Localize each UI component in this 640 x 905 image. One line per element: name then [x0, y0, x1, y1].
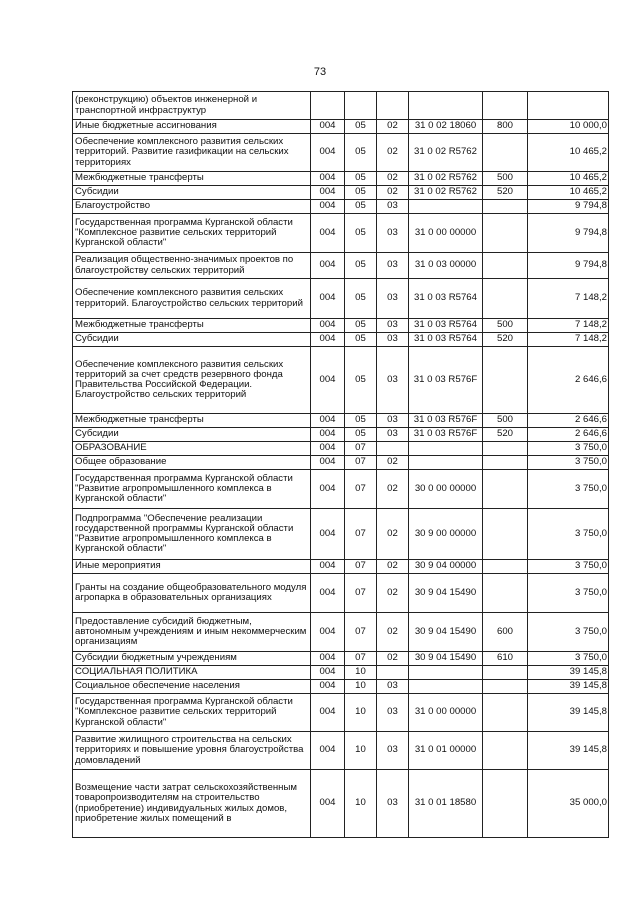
row-ved-cell: 004 — [311, 428, 345, 442]
row-name-cell: (реконструкцию) объектов инженерной и транспортной инфраструктур — [73, 92, 311, 120]
row-ved-cell: 004 — [311, 574, 345, 613]
row-pr-cell: 02 — [377, 574, 409, 613]
row-name-cell: Государственная программа Курганской области "Развитие агропромышленного комплекса в Курганской области" — [73, 470, 311, 509]
row-ved-cell: 004 — [311, 186, 345, 200]
row-name-cell: Развитие жилищного строительства на сельских территориях и повышение уровня благоустройства домовладений — [73, 732, 311, 770]
row-vr-cell — [483, 770, 528, 838]
budget-table-body — [73, 92, 609, 838]
row-vr-cell: 520 — [483, 186, 528, 200]
row-pr-cell: 03 — [377, 319, 409, 333]
row-vr-cell — [483, 666, 528, 680]
row-rz-cell: 05 — [345, 253, 377, 279]
row-cs-cell: 31 0 03 R5764 — [409, 333, 483, 347]
row-name-cell: Подпрограмма "Обеспечение реализации государственной программы Курганской области "Развитие агропромышленного комплекса в Курганской области" — [73, 509, 311, 560]
row-pr-cell: 03 — [377, 770, 409, 838]
row-vr-cell — [483, 347, 528, 414]
row-name-cell: Субсидии — [73, 186, 311, 200]
budget-table — [72, 91, 609, 838]
row-vr-cell — [483, 134, 528, 172]
row-vr-cell — [483, 456, 528, 470]
row-cs-cell: 31 0 02 R5762 — [409, 134, 483, 172]
row-pr-cell: 02 — [377, 613, 409, 652]
row-vr-cell — [483, 200, 528, 214]
table-row — [73, 470, 609, 509]
row-name-cell: Реализация общественно-значимых проектов по благоустройству сельских территорий — [73, 253, 311, 279]
row-vr-cell: 520 — [483, 333, 528, 347]
row-sum-cell: 10 465,2 — [528, 134, 609, 172]
row-rz-cell: 07 — [345, 470, 377, 509]
table-row — [73, 347, 609, 414]
row-name-cell: Иные бюджетные ассигнования — [73, 120, 311, 134]
row-rz-cell: 07 — [345, 509, 377, 560]
row-ved-cell: 004 — [311, 319, 345, 333]
row-ved-cell: 004 — [311, 456, 345, 470]
row-vr-cell — [483, 442, 528, 456]
table-row — [73, 680, 609, 694]
row-sum-cell: 3 750,0 — [528, 574, 609, 613]
row-sum-cell: 9 794,8 — [528, 214, 609, 253]
table-row — [73, 186, 609, 200]
row-vr-cell — [483, 279, 528, 319]
row-name-cell: Гранты на создание общеобразовательного модуля агропарка в образовательных организациях — [73, 574, 311, 613]
row-ved-cell: 004 — [311, 509, 345, 560]
row-cs-cell: 30 0 00 00000 — [409, 470, 483, 509]
row-pr-cell: 03 — [377, 694, 409, 732]
row-cs-cell: 31 0 03 R576F — [409, 414, 483, 428]
row-pr-cell: 03 — [377, 279, 409, 319]
table-row — [73, 253, 609, 279]
row-sum-cell: 3 750,0 — [528, 560, 609, 574]
row-sum-cell: 7 148,2 — [528, 279, 609, 319]
row-name-cell: Благоустройство — [73, 200, 311, 214]
row-name-cell: Межбюджетные трансферты — [73, 414, 311, 428]
row-name-cell: Межбюджетные трансферты — [73, 319, 311, 333]
row-ved-cell: 004 — [311, 279, 345, 319]
row-sum-cell: 9 794,8 — [528, 200, 609, 214]
row-cs-cell: 30 9 04 00000 — [409, 560, 483, 574]
row-pr-cell: 02 — [377, 470, 409, 509]
row-rz-cell: 07 — [345, 442, 377, 456]
page-number: 73 — [313, 66, 327, 78]
row-rz-cell: 05 — [345, 134, 377, 172]
row-ved-cell: 004 — [311, 214, 345, 253]
row-sum-cell: 7 148,2 — [528, 319, 609, 333]
table-row — [73, 574, 609, 613]
row-rz-cell — [345, 92, 377, 120]
table-row — [73, 319, 609, 333]
row-vr-cell: 610 — [483, 652, 528, 666]
row-cs-cell — [409, 666, 483, 680]
row-ved-cell: 004 — [311, 613, 345, 652]
row-cs-cell: 31 0 03 R5764 — [409, 319, 483, 333]
row-cs-cell: 31 0 03 R576F — [409, 428, 483, 442]
row-vr-cell — [483, 574, 528, 613]
row-pr-cell: 02 — [377, 134, 409, 172]
row-pr-cell: 02 — [377, 456, 409, 470]
row-rz-cell: 05 — [345, 428, 377, 442]
row-name-cell: Иные мероприятия — [73, 560, 311, 574]
row-rz-cell: 07 — [345, 574, 377, 613]
row-vr-cell — [483, 560, 528, 574]
row-sum-cell: 3 750,0 — [528, 470, 609, 509]
row-pr-cell: 03 — [377, 414, 409, 428]
row-cs-cell: 31 0 01 18580 — [409, 770, 483, 838]
row-ved-cell: 004 — [311, 200, 345, 214]
table-row — [73, 652, 609, 666]
row-cs-cell: 30 9 04 15490 — [409, 613, 483, 652]
row-vr-cell: 800 — [483, 120, 528, 134]
row-rz-cell: 07 — [345, 652, 377, 666]
table-row — [73, 333, 609, 347]
row-sum-cell — [528, 92, 609, 120]
row-sum-cell: 3 750,0 — [528, 442, 609, 456]
row-cs-cell — [409, 92, 483, 120]
row-cs-cell: 30 9 04 15490 — [409, 652, 483, 666]
row-name-cell: Межбюджетные трансферты — [73, 172, 311, 186]
table-row — [73, 442, 609, 456]
row-ved-cell: 004 — [311, 134, 345, 172]
row-rz-cell: 10 — [345, 732, 377, 770]
row-ved-cell: 004 — [311, 120, 345, 134]
row-cs-cell: 30 9 04 15490 — [409, 574, 483, 613]
row-pr-cell: 02 — [377, 509, 409, 560]
row-sum-cell: 3 750,0 — [528, 456, 609, 470]
row-sum-cell: 9 794,8 — [528, 253, 609, 279]
row-name-cell: Субсидии бюджетным учреждениям — [73, 652, 311, 666]
row-pr-cell: 03 — [377, 333, 409, 347]
row-rz-cell: 10 — [345, 694, 377, 732]
row-sum-cell: 3 750,0 — [528, 652, 609, 666]
row-pr-cell: 02 — [377, 560, 409, 574]
row-name-cell: Обеспечение комплексного развития сельских территорий за счет средств резервного фонда Правительства Российской Федерации. Благоустройство сельских территорий — [73, 347, 311, 414]
row-name-cell: Обеспечение комплексного развития сельских территорий. Благоустройство сельских территорий — [73, 279, 311, 319]
row-cs-cell — [409, 442, 483, 456]
row-ved-cell: 004 — [311, 253, 345, 279]
row-cs-cell: 31 0 02 18060 — [409, 120, 483, 134]
row-cs-cell: 31 0 00 00000 — [409, 694, 483, 732]
row-cs-cell: 31 0 03 00000 — [409, 253, 483, 279]
row-vr-cell: 500 — [483, 172, 528, 186]
row-vr-cell — [483, 509, 528, 560]
row-cs-cell: 31 0 03 R576F — [409, 347, 483, 414]
row-vr-cell — [483, 253, 528, 279]
table-row — [73, 200, 609, 214]
row-rz-cell: 05 — [345, 347, 377, 414]
row-ved-cell: 004 — [311, 732, 345, 770]
row-ved-cell: 004 — [311, 680, 345, 694]
row-ved-cell: 004 — [311, 666, 345, 680]
table-row — [73, 120, 609, 134]
row-sum-cell: 7 148,2 — [528, 333, 609, 347]
row-sum-cell: 10 465,2 — [528, 186, 609, 200]
row-sum-cell: 2 646,6 — [528, 414, 609, 428]
row-rz-cell: 05 — [345, 172, 377, 186]
row-rz-cell: 05 — [345, 200, 377, 214]
table-row — [73, 613, 609, 652]
row-rz-cell: 07 — [345, 613, 377, 652]
row-ved-cell: 004 — [311, 333, 345, 347]
row-ved-cell — [311, 92, 345, 120]
row-sum-cell: 10 465,2 — [528, 172, 609, 186]
table-row — [73, 414, 609, 428]
row-ved-cell: 004 — [311, 560, 345, 574]
row-rz-cell: 10 — [345, 666, 377, 680]
row-pr-cell: 02 — [377, 186, 409, 200]
row-pr-cell — [377, 666, 409, 680]
row-vr-cell: 500 — [483, 319, 528, 333]
table-row — [73, 509, 609, 560]
row-ved-cell: 004 — [311, 172, 345, 186]
row-cs-cell: 30 9 00 00000 — [409, 509, 483, 560]
row-ved-cell: 004 — [311, 347, 345, 414]
row-name-cell: ОБРАЗОВАНИЕ — [73, 442, 311, 456]
row-rz-cell: 07 — [345, 560, 377, 574]
row-pr-cell: 03 — [377, 428, 409, 442]
table-row — [73, 134, 609, 172]
row-name-cell: Возмещение части затрат сельскохозяйственным товаропроизводителям на строительство (приобретение) индивидуальных жилых домов, приобретение жилых помещений в — [73, 770, 311, 838]
row-pr-cell: 03 — [377, 732, 409, 770]
row-name-cell: Предоставление субсидий бюджетным, автономным учреждениям и иным некоммерческим организациям — [73, 613, 311, 652]
row-vr-cell — [483, 214, 528, 253]
row-pr-cell: 02 — [377, 172, 409, 186]
row-rz-cell: 05 — [345, 120, 377, 134]
row-vr-cell: 600 — [483, 613, 528, 652]
row-cs-cell: 31 0 02 R5762 — [409, 186, 483, 200]
row-ved-cell: 004 — [311, 694, 345, 732]
row-vr-cell — [483, 694, 528, 732]
row-vr-cell: 520 — [483, 428, 528, 442]
row-sum-cell: 10 000,0 — [528, 120, 609, 134]
row-pr-cell: 03 — [377, 347, 409, 414]
row-cs-cell — [409, 456, 483, 470]
row-pr-cell: 03 — [377, 680, 409, 694]
row-vr-cell — [483, 732, 528, 770]
row-pr-cell: 02 — [377, 120, 409, 134]
row-sum-cell: 3 750,0 — [528, 613, 609, 652]
row-pr-cell — [377, 442, 409, 456]
row-pr-cell: 03 — [377, 214, 409, 253]
row-pr-cell — [377, 92, 409, 120]
row-name-cell: Субсидии — [73, 333, 311, 347]
row-name-cell: Субсидии — [73, 428, 311, 442]
row-cs-cell — [409, 680, 483, 694]
table-row — [73, 694, 609, 732]
row-vr-cell — [483, 680, 528, 694]
row-cs-cell: 31 0 00 00000 — [409, 214, 483, 253]
row-cs-cell — [409, 200, 483, 214]
table-row — [73, 666, 609, 680]
row-vr-cell — [483, 92, 528, 120]
row-sum-cell: 39 145,8 — [528, 680, 609, 694]
row-rz-cell: 10 — [345, 770, 377, 838]
table-row — [73, 770, 609, 838]
row-sum-cell: 2 646,6 — [528, 347, 609, 414]
row-ved-cell: 004 — [311, 442, 345, 456]
row-sum-cell: 39 145,8 — [528, 732, 609, 770]
row-cs-cell: 31 0 03 R5764 — [409, 279, 483, 319]
row-cs-cell: 31 0 01 00000 — [409, 732, 483, 770]
row-cs-cell: 31 0 02 R5762 — [409, 172, 483, 186]
row-ved-cell: 004 — [311, 414, 345, 428]
row-rz-cell: 05 — [345, 214, 377, 253]
row-vr-cell: 500 — [483, 414, 528, 428]
table-row — [73, 456, 609, 470]
row-sum-cell: 3 750,0 — [528, 509, 609, 560]
row-ved-cell: 004 — [311, 652, 345, 666]
row-rz-cell: 05 — [345, 333, 377, 347]
row-rz-cell: 07 — [345, 456, 377, 470]
row-rz-cell: 05 — [345, 319, 377, 333]
table-row — [73, 172, 609, 186]
row-rz-cell: 05 — [345, 414, 377, 428]
row-ved-cell: 004 — [311, 470, 345, 509]
row-name-cell: СОЦИАЛЬНАЯ ПОЛИТИКА — [73, 666, 311, 680]
row-pr-cell: 03 — [377, 200, 409, 214]
row-vr-cell — [483, 470, 528, 509]
row-ved-cell: 004 — [311, 770, 345, 838]
row-name-cell: Государственная программа Курганской области "Комплексное развитие сельских территорий Курганской области" — [73, 214, 311, 253]
row-pr-cell: 02 — [377, 652, 409, 666]
row-rz-cell: 05 — [345, 279, 377, 319]
table-row — [73, 732, 609, 770]
row-sum-cell: 39 145,8 — [528, 694, 609, 732]
table-row — [73, 560, 609, 574]
table-row — [73, 92, 609, 120]
table-row — [73, 214, 609, 253]
row-sum-cell: 35 000,0 — [528, 770, 609, 838]
row-name-cell: Социальное обеспечение населения — [73, 680, 311, 694]
row-name-cell: Государственная программа Курганской области "Комплексное развитие сельских территорий Курганской области" — [73, 694, 311, 732]
row-rz-cell: 10 — [345, 680, 377, 694]
row-sum-cell: 2 646,6 — [528, 428, 609, 442]
row-sum-cell: 39 145,8 — [528, 666, 609, 680]
table-row — [73, 428, 609, 442]
row-name-cell: Общее образование — [73, 456, 311, 470]
table-row — [73, 279, 609, 319]
row-rz-cell: 05 — [345, 186, 377, 200]
row-name-cell: Обеспечение комплексного развития сельских территорий. Развитие газификации на сельских территориях — [73, 134, 311, 172]
row-pr-cell: 03 — [377, 253, 409, 279]
